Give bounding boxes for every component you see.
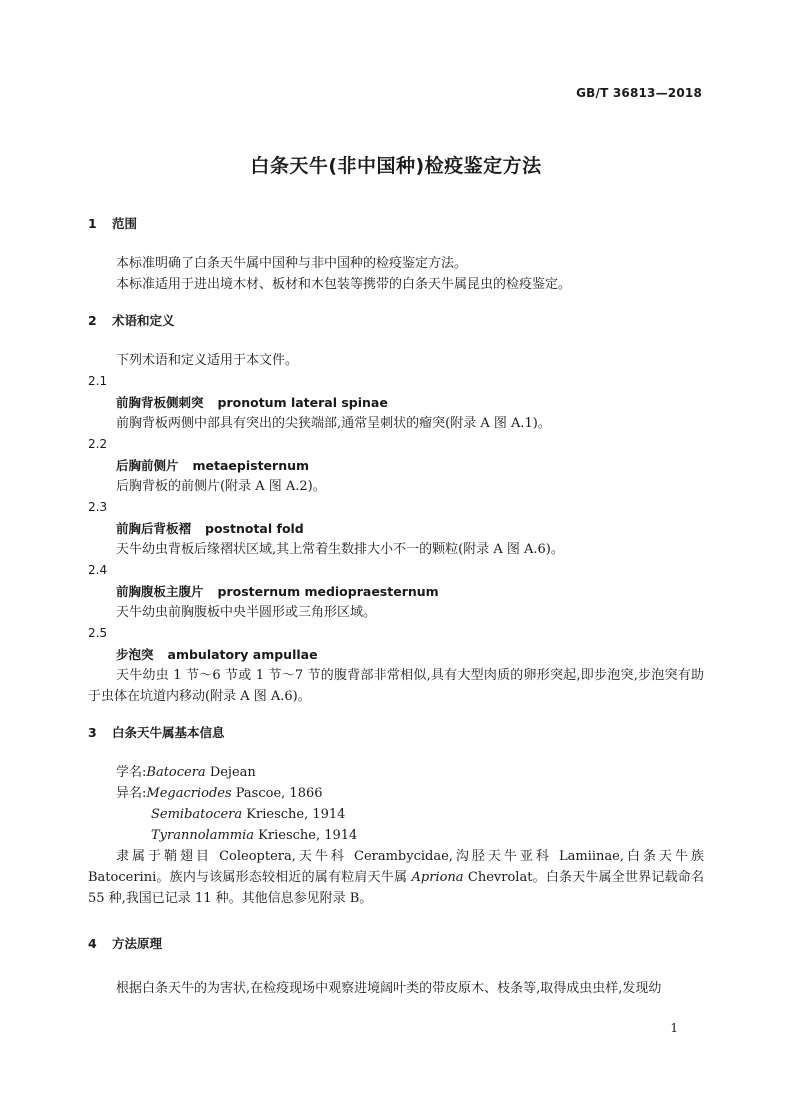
term-heading	[88, 392, 704, 413]
term-definition: 后胸背板的前侧片(附录 A 图 A.2)。	[116, 479, 326, 494]
class-text-2: Chevrolat。白条天牛属全世界记载命名 55 种,我国已记录 11 种。其他信息参见附录 B。	[88, 870, 704, 906]
term-zh: 后胸前侧片	[116, 458, 179, 473]
syn-author: Pascoe, 1866	[231, 786, 323, 801]
sci-author: Dejean	[205, 765, 256, 780]
class-genus: Apriona	[411, 870, 464, 885]
sci-genus: Batocera	[146, 765, 206, 780]
paragraph: 下列术语和定义适用于本文件。	[116, 353, 299, 368]
term-heading	[88, 644, 704, 665]
section-number: 2	[88, 313, 97, 328]
synonym-2	[88, 804, 704, 825]
section-number: 4	[88, 936, 97, 951]
term-2-4	[88, 560, 704, 623]
section-heading-2	[88, 310, 704, 331]
syn-author: Kriesche, 1914	[254, 828, 358, 843]
section-heading-1	[88, 213, 704, 234]
term-number: 2.4	[88, 563, 108, 577]
section-number: 3	[88, 725, 97, 740]
term-zh: 步泡突	[116, 647, 154, 662]
synonym-3	[88, 825, 704, 846]
term-en: postnotal fold	[205, 521, 304, 536]
term-2-5	[88, 623, 704, 707]
term-number: 2.5	[88, 626, 108, 640]
term-zh: 前胸背板侧刺突	[116, 395, 204, 410]
term-en: prosternum mediopraesternum	[217, 584, 439, 599]
term-heading	[88, 455, 704, 476]
classification-paragraph	[88, 846, 704, 909]
paragraph: 根据白条天牛的为害状,在检疫现场中观察进境阔叶类的带皮原木、枝条等,取得成虫虫样,发现幼	[116, 981, 662, 996]
paragraph: 本标准明确了白条天牛属中国种与非中国种的检疫鉴定方法。	[116, 256, 468, 271]
document-body	[88, 213, 704, 999]
syn-genus: Megacriodes	[146, 786, 232, 801]
document-title: 白条天牛(非中国种)检疫鉴定方法	[250, 155, 542, 177]
scientific-name	[88, 762, 704, 783]
section-number: 1	[88, 216, 97, 231]
standard-number: GB/T 36813—2018	[576, 86, 702, 100]
term-zh: 前胸腹板主腹片	[116, 584, 204, 599]
syn-label: 异名:	[116, 786, 147, 801]
section-title: 白条天牛属基本信息	[112, 725, 225, 740]
term-definition: 前胸背板两侧中部具有突出的尖狭端部,通常呈刺状的瘤突(附录 A 图 A.1)。	[116, 416, 551, 431]
section-title: 范围	[112, 216, 138, 231]
term-number: 2.2	[88, 437, 108, 451]
term-en: pronotum lateral spinae	[217, 395, 388, 410]
term-en: ambulatory ampullae	[167, 647, 318, 662]
term-definition: 天牛幼虫背板后缘褶状区域,其上常着生数排大小不一的颗粒(附录 A 图 A.6)。	[116, 542, 564, 557]
section-title: 方法原理	[112, 936, 163, 951]
section-title: 术语和定义	[112, 313, 175, 328]
term-zh: 前胸后背板褶	[116, 521, 192, 536]
syn-author: Kriesche, 1914	[242, 807, 346, 822]
syn-genus: Semibatocera	[151, 807, 243, 822]
synonym-1	[88, 783, 704, 804]
term-heading	[88, 518, 704, 539]
term-number: 2.3	[88, 500, 108, 514]
sci-label: 学名:	[116, 765, 147, 780]
term-definition: 天牛幼虫前胸腹板中央半圆形或三角形区域。	[116, 605, 377, 620]
class-text-1: 隶属于鞘翅目 Coleoptera,天牛科 Cerambycidae,沟胫天牛亚科 Lamiinae,白条天牛族 Batocerini。族内与该属形态较相近的属有粒肩天牛属	[88, 849, 704, 885]
term-2-1	[88, 371, 704, 434]
page-number: 1	[670, 1021, 678, 1035]
section-heading-4	[88, 933, 704, 954]
paragraph: 本标准适用于进出境木材、板材和木包装等携带的白条天牛属昆虫的检疫鉴定。	[116, 277, 572, 292]
term-en: metaepisternum	[192, 458, 310, 473]
term-definition: 天牛幼虫 1 节～6 节或 1 节～7 节的腹背部非常相似,具有大型肉质的卵形突起,即步泡突,步泡突有助于虫体在坑道内移动(附录 A 图 A.6)。	[88, 668, 704, 704]
section-heading-3	[88, 722, 704, 743]
term-2-2	[88, 434, 704, 497]
term-heading	[88, 581, 704, 602]
term-number: 2.1	[88, 374, 108, 388]
term-2-3	[88, 497, 704, 560]
syn-genus: Tyrannolammia	[151, 828, 255, 843]
